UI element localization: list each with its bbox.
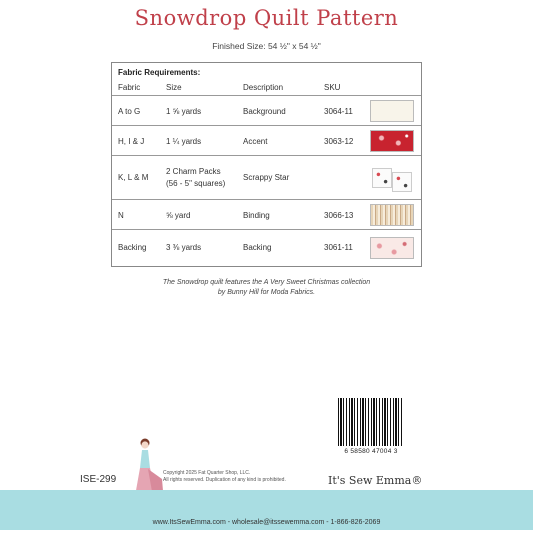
accent-fabric-swatch bbox=[370, 130, 414, 152]
row-size: 2 Charm Packs bbox=[166, 167, 221, 176]
row-fabric: N bbox=[118, 211, 124, 220]
caption-line-2: by Bunny Hill for Moda Fabrics. bbox=[217, 289, 316, 296]
copyright-line-2: All rights reserved. Duplication of any kind is prohibited. bbox=[163, 477, 286, 483]
row-size: 1 ¼ yards bbox=[166, 137, 202, 146]
table-row bbox=[112, 199, 421, 230]
table-row bbox=[112, 95, 421, 126]
row-fabric: K, L & M bbox=[118, 173, 149, 182]
row-size: 1 ⅝ yards bbox=[166, 107, 202, 116]
fabric-requirements-table bbox=[111, 62, 422, 267]
copyright-line-1: Copyright 2025 Fat Quarter Shop, LLC. bbox=[163, 470, 251, 476]
column-header-sku: SKU bbox=[324, 83, 341, 92]
table-row bbox=[112, 229, 421, 267]
brand-name: It's Sew Emma® bbox=[328, 474, 423, 487]
row-fabric: H, I & J bbox=[118, 137, 145, 146]
table-row bbox=[112, 155, 421, 200]
backing-fabric-swatch bbox=[370, 237, 414, 259]
row-fabric: Backing bbox=[118, 243, 147, 252]
finished-size: Finished Size: 54 ½" x 54 ½" bbox=[212, 41, 321, 51]
row-size-detail: (56 - 5" squares) bbox=[166, 179, 226, 188]
row-size: ⅝ yard bbox=[166, 211, 191, 220]
row-description: Scrappy Star bbox=[243, 173, 290, 182]
table-heading: Fabric Requirements: bbox=[118, 68, 201, 77]
row-description: Background bbox=[243, 107, 286, 116]
charm-pack-swatch bbox=[370, 164, 414, 192]
charm-square-icon bbox=[392, 172, 412, 192]
barcode bbox=[338, 398, 402, 446]
row-sku: 3064-11 bbox=[324, 107, 353, 116]
barcode-number: 6 58580 47004 3 bbox=[344, 448, 398, 455]
charm-square-icon bbox=[372, 168, 392, 188]
pattern-sku: ISE-299 bbox=[80, 474, 117, 485]
row-description: Accent bbox=[243, 137, 268, 146]
row-sku: 3066-13 bbox=[324, 211, 354, 220]
column-header-description: Description bbox=[243, 83, 284, 92]
contact-info: www.ItsSewEmma.com - wholesale@itssewemma.com - 1-866-826-2069 bbox=[152, 519, 381, 526]
table-row bbox=[112, 125, 421, 156]
column-header-size: Size bbox=[166, 83, 182, 92]
binding-fabric-swatch bbox=[370, 204, 414, 226]
column-header-fabric: Fabric bbox=[118, 83, 141, 92]
row-description: Backing bbox=[243, 243, 272, 252]
collection-caption bbox=[0, 278, 533, 298]
copyright-notice bbox=[163, 470, 286, 484]
row-fabric: A to G bbox=[118, 107, 141, 116]
row-sku: 3061-11 bbox=[324, 243, 353, 252]
row-sku: 3063-12 bbox=[324, 137, 354, 146]
page-title: Snowdrop Quilt Pattern bbox=[134, 6, 399, 30]
row-size: 3 ⅜ yards bbox=[166, 243, 202, 252]
caption-line-1: The Snowdrop quilt features the A Very Sweet Christmas collection bbox=[162, 279, 371, 286]
background-fabric-swatch bbox=[370, 100, 414, 122]
row-description: Binding bbox=[243, 211, 270, 220]
